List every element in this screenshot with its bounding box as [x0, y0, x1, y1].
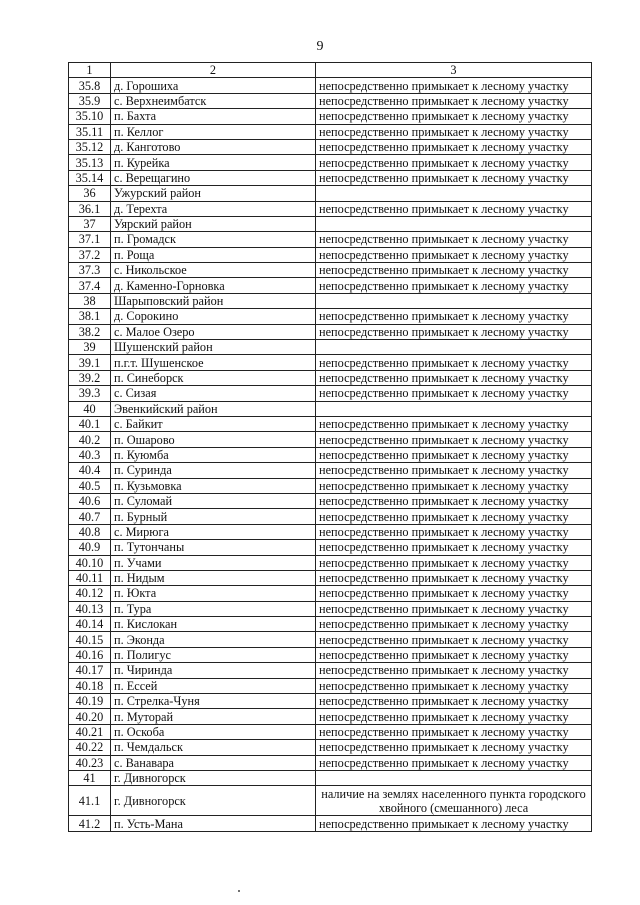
- table-row: [69, 447, 592, 462]
- settlement-name-cell: Шарыповский район: [111, 293, 316, 308]
- settlement-name-cell: п. Курейка: [111, 155, 316, 170]
- condition-cell: непосредственно примыкает к лесному участку: [316, 278, 592, 293]
- row-number-cell: 37.4: [69, 278, 111, 293]
- settlement-name-cell: Уярский район: [111, 216, 316, 231]
- settlement-name-cell: Эвенкийский район: [111, 401, 316, 416]
- table-row: [69, 93, 592, 108]
- condition-cell: непосредственно примыкает к лесному участку: [316, 816, 592, 831]
- table-row: [69, 263, 592, 278]
- column-header-3: 3: [316, 63, 592, 78]
- column-header-1: 1: [69, 63, 111, 78]
- row-number-cell: 40.3: [69, 447, 111, 462]
- condition-cell: непосредственно примыкает к лесному участку: [316, 678, 592, 693]
- table-row: [69, 355, 592, 370]
- table-row: [69, 786, 592, 816]
- table-row: [69, 570, 592, 585]
- condition-cell: непосредственно примыкает к лесному участку: [316, 309, 592, 324]
- condition-cell: непосредственно примыкает к лесному участку: [316, 540, 592, 555]
- row-number-cell: 38.2: [69, 324, 111, 339]
- settlement-name-cell: г. Дивногорск: [111, 770, 316, 785]
- row-number-cell: 40.1: [69, 416, 111, 431]
- row-number-cell: 39.1: [69, 355, 111, 370]
- settlement-name-cell: п. Муторай: [111, 709, 316, 724]
- table-row: [69, 617, 592, 632]
- table-row: [69, 540, 592, 555]
- row-number-cell: 39.3: [69, 386, 111, 401]
- row-number-cell: 39: [69, 340, 111, 355]
- table-row: [69, 386, 592, 401]
- settlement-name-cell: п. Суломай: [111, 493, 316, 508]
- settlement-name-cell: с. Верещагино: [111, 170, 316, 185]
- row-number-cell: 36: [69, 186, 111, 201]
- row-number-cell: 40.2: [69, 432, 111, 447]
- settlement-name-cell: п. Ошарово: [111, 432, 316, 447]
- table-row: [69, 724, 592, 739]
- row-number-cell: 40.22: [69, 740, 111, 755]
- row-number-cell: 40.4: [69, 463, 111, 478]
- row-number-cell: 35.13: [69, 155, 111, 170]
- row-number-cell: 40.16: [69, 647, 111, 662]
- table-row: [69, 509, 592, 524]
- row-number-cell: 41.2: [69, 816, 111, 831]
- row-number-cell: 41.1: [69, 786, 111, 816]
- table-row: [69, 432, 592, 447]
- settlement-name-cell: п. Чиринда: [111, 663, 316, 678]
- row-number-cell: 40.7: [69, 509, 111, 524]
- condition-cell: непосредственно примыкает к лесному участку: [316, 694, 592, 709]
- settlements-table: [68, 62, 592, 832]
- table-row: [69, 139, 592, 154]
- condition-cell: непосредственно примыкает к лесному участку: [316, 509, 592, 524]
- table-row: [69, 186, 592, 201]
- settlement-name-cell: с. Мирюга: [111, 524, 316, 539]
- condition-cell: непосредственно примыкает к лесному участку: [316, 647, 592, 662]
- settlement-name-cell: п. Усть-Мана: [111, 816, 316, 831]
- condition-cell: непосредственно примыкает к лесному участку: [316, 109, 592, 124]
- settlement-name-cell: п. Бурный: [111, 509, 316, 524]
- settlement-name-cell: п. Бахта: [111, 109, 316, 124]
- condition-cell: непосредственно примыкает к лесному участку: [316, 617, 592, 632]
- settlement-name-cell: с. Ванавара: [111, 755, 316, 770]
- row-number-cell: 40.10: [69, 555, 111, 570]
- table-row: [69, 601, 592, 616]
- row-number-cell: 40.12: [69, 586, 111, 601]
- row-number-cell: 39.2: [69, 370, 111, 385]
- table-row: [69, 478, 592, 493]
- row-number-cell: 40.21: [69, 724, 111, 739]
- table-row: [69, 694, 592, 709]
- settlement-name-cell: п. Юкта: [111, 586, 316, 601]
- condition-cell: непосредственно примыкает к лесному участку: [316, 155, 592, 170]
- table-row: [69, 293, 592, 308]
- row-number-cell: 40.17: [69, 663, 111, 678]
- table-row: [69, 216, 592, 231]
- row-number-cell: 35.9: [69, 93, 111, 108]
- row-number-cell: 38.1: [69, 309, 111, 324]
- settlement-name-cell: п. Эконда: [111, 632, 316, 647]
- table-row: [69, 678, 592, 693]
- row-number-cell: 40.18: [69, 678, 111, 693]
- settlement-name-cell: п. Суринда: [111, 463, 316, 478]
- condition-cell: непосредственно примыкает к лесному участку: [316, 601, 592, 616]
- condition-cell: непосредственно примыкает к лесному участку: [316, 247, 592, 262]
- table-row: [69, 170, 592, 185]
- row-number-cell: 38: [69, 293, 111, 308]
- condition-cell: непосредственно примыкает к лесному участку: [316, 416, 592, 431]
- condition-cell: [316, 401, 592, 416]
- condition-cell: непосредственно примыкает к лесному участку: [316, 463, 592, 478]
- condition-cell: [316, 770, 592, 785]
- row-number-cell: 40.9: [69, 540, 111, 555]
- table-row: [69, 740, 592, 755]
- settlement-name-cell: п. Тутончаны: [111, 540, 316, 555]
- condition-cell: непосредственно примыкает к лесному участку: [316, 139, 592, 154]
- settlement-name-cell: п. Тура: [111, 601, 316, 616]
- condition-cell: непосредственно примыкает к лесному участку: [316, 632, 592, 647]
- table-row: [69, 278, 592, 293]
- settlement-name-cell: с. Сизая: [111, 386, 316, 401]
- settlement-name-cell: с. Малое Озеро: [111, 324, 316, 339]
- condition-cell: [316, 216, 592, 231]
- scan-dot: [238, 890, 240, 892]
- row-number-cell: 37.3: [69, 263, 111, 278]
- table-row: [69, 78, 592, 93]
- row-number-cell: 40.8: [69, 524, 111, 539]
- table-row: [69, 324, 592, 339]
- settlement-name-cell: п. Нидым: [111, 570, 316, 585]
- table-row: [69, 155, 592, 170]
- settlement-name-cell: с. Никольское: [111, 263, 316, 278]
- row-number-cell: 40.5: [69, 478, 111, 493]
- table-row: [69, 524, 592, 539]
- settlement-name-cell: Шушенский район: [111, 340, 316, 355]
- table-row: [69, 632, 592, 647]
- settlement-name-cell: с. Байкит: [111, 416, 316, 431]
- table-row: [69, 663, 592, 678]
- condition-cell: непосредственно примыкает к лесному участку: [316, 370, 592, 385]
- column-header-2: 2: [111, 63, 316, 78]
- table-row: [69, 340, 592, 355]
- row-number-cell: 40.13: [69, 601, 111, 616]
- condition-cell: непосредственно примыкает к лесному участку: [316, 555, 592, 570]
- condition-cell: непосредственно примыкает к лесному участку: [316, 263, 592, 278]
- settlement-name-cell: п. Келлог: [111, 124, 316, 139]
- condition-cell: непосредственно примыкает к лесному участку: [316, 709, 592, 724]
- settlement-name-cell: п. Чемдальск: [111, 740, 316, 755]
- row-number-cell: 40.23: [69, 755, 111, 770]
- condition-cell: непосредственно примыкает к лесному участку: [316, 524, 592, 539]
- row-number-cell: 40.6: [69, 493, 111, 508]
- table-row: [69, 755, 592, 770]
- table-row: [69, 709, 592, 724]
- condition-cell: непосредственно примыкает к лесному участку: [316, 478, 592, 493]
- settlement-name-cell: д. Каменно-Горновка: [111, 278, 316, 293]
- settlement-name-cell: д. Терехта: [111, 201, 316, 216]
- settlement-name-cell: п. Синеборск: [111, 370, 316, 385]
- row-number-cell: 35.11: [69, 124, 111, 139]
- table-row: [69, 493, 592, 508]
- row-number-cell: 37: [69, 216, 111, 231]
- row-number-cell: 40.19: [69, 694, 111, 709]
- settlement-name-cell: д. Канготово: [111, 139, 316, 154]
- condition-cell: непосредственно примыкает к лесному участку: [316, 124, 592, 139]
- row-number-cell: 35.12: [69, 139, 111, 154]
- table-row: [69, 555, 592, 570]
- settlement-name-cell: п. Полигус: [111, 647, 316, 662]
- condition-cell: непосредственно примыкает к лесному участку: [316, 78, 592, 93]
- settlement-name-cell: п. Кузьмовка: [111, 478, 316, 493]
- settlement-name-cell: д. Горошиха: [111, 78, 316, 93]
- page-number: 9: [316, 39, 324, 54]
- row-number-cell: 35.14: [69, 170, 111, 185]
- row-number-cell: 40: [69, 401, 111, 416]
- table-row: [69, 816, 592, 831]
- condition-cell: [316, 186, 592, 201]
- table-row: [69, 370, 592, 385]
- table-row: [69, 247, 592, 262]
- settlement-name-cell: п.г.т. Шушенское: [111, 355, 316, 370]
- settlement-name-cell: Ужурский район: [111, 186, 316, 201]
- condition-cell: непосредственно примыкает к лесному участку: [316, 93, 592, 108]
- row-number-cell: 40.14: [69, 617, 111, 632]
- condition-cell: непосредственно примыкает к лесному участку: [316, 586, 592, 601]
- condition-cell: [316, 340, 592, 355]
- table-row: [69, 309, 592, 324]
- row-number-cell: 37.2: [69, 247, 111, 262]
- settlement-name-cell: п. Стрелка-Чуня: [111, 694, 316, 709]
- row-number-cell: 35.10: [69, 109, 111, 124]
- condition-cell: непосредственно примыкает к лесному участку: [316, 201, 592, 216]
- table-row: [69, 586, 592, 601]
- row-number-cell: 40.15: [69, 632, 111, 647]
- settlement-name-cell: д. Сорокино: [111, 309, 316, 324]
- table-row: [69, 416, 592, 431]
- row-number-cell: 36.1: [69, 201, 111, 216]
- settlement-name-cell: п. Кислокан: [111, 617, 316, 632]
- settlement-name-cell: с. Верхнеимбатск: [111, 93, 316, 108]
- row-number-cell: 35.8: [69, 78, 111, 93]
- condition-cell: непосредственно примыкает к лесному участку: [316, 493, 592, 508]
- table-row: [69, 463, 592, 478]
- table-row: [69, 124, 592, 139]
- condition-cell: непосредственно примыкает к лесному участку: [316, 232, 592, 247]
- condition-cell: непосредственно примыкает к лесному участку: [316, 170, 592, 185]
- condition-cell: непосредственно примыкает к лесному участку: [316, 386, 592, 401]
- table-row: [69, 770, 592, 785]
- settlement-name-cell: п. Роща: [111, 247, 316, 262]
- settlement-name-cell: п. Ессей: [111, 678, 316, 693]
- table-row: [69, 201, 592, 216]
- settlement-name-cell: п. Оскоба: [111, 724, 316, 739]
- settlement-name-cell: г. Дивногорск: [111, 786, 316, 816]
- settlement-name-cell: п. Куюмба: [111, 447, 316, 462]
- condition-cell: непосредственно примыкает к лесному участку: [316, 432, 592, 447]
- condition-cell: непосредственно примыкает к лесному участку: [316, 755, 592, 770]
- row-number-cell: 37.1: [69, 232, 111, 247]
- settlement-name-cell: п. Учами: [111, 555, 316, 570]
- table-row: [69, 647, 592, 662]
- condition-cell: непосредственно примыкает к лесному участку: [316, 740, 592, 755]
- condition-cell: [316, 293, 592, 308]
- row-number-cell: 41: [69, 770, 111, 785]
- row-number-cell: 40.20: [69, 709, 111, 724]
- condition-cell: непосредственно примыкает к лесному участку: [316, 724, 592, 739]
- table-row: [69, 232, 592, 247]
- condition-cell: непосредственно примыкает к лесному участку: [316, 447, 592, 462]
- condition-cell: непосредственно примыкает к лесному участку: [316, 570, 592, 585]
- settlement-name-cell: п. Громадск: [111, 232, 316, 247]
- condition-cell: непосредственно примыкает к лесному участку: [316, 663, 592, 678]
- table-row: [69, 109, 592, 124]
- condition-cell: непосредственно примыкает к лесному участку: [316, 355, 592, 370]
- row-number-cell: 40.11: [69, 570, 111, 585]
- table-header-row: [69, 63, 592, 78]
- table-row: [69, 401, 592, 416]
- condition-cell: непосредственно примыкает к лесному участку: [316, 324, 592, 339]
- condition-cell: наличие на землях населенного пункта городского хвойного (смешанного) леса: [316, 786, 592, 816]
